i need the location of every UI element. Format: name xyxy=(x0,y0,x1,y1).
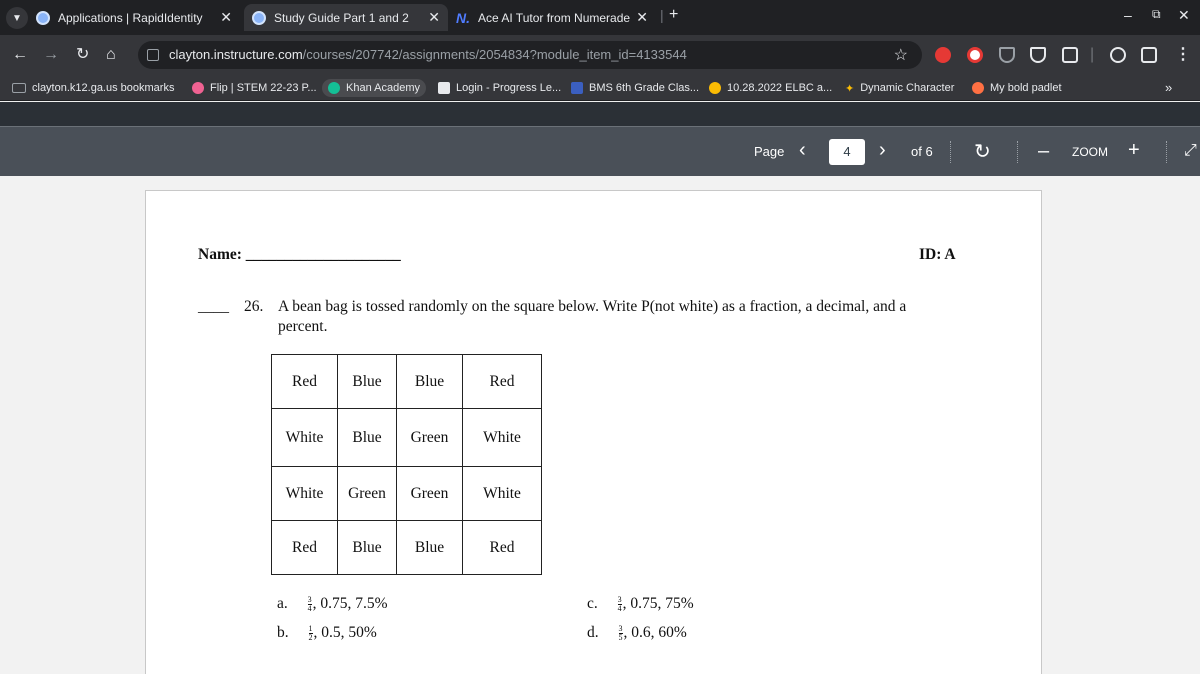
bookmark-label: BMS 6th Grade Clas... xyxy=(589,82,700,94)
bookmarks-bar xyxy=(0,75,1200,101)
extensions-puzzle-icon[interactable] xyxy=(1062,47,1078,63)
grid-cell: Red xyxy=(272,521,338,575)
bookmark-item[interactable] xyxy=(972,79,1062,97)
choice-text: , 0.5, 50% xyxy=(313,624,377,641)
grid-cell: Blue xyxy=(338,355,397,409)
bookmark-item[interactable] xyxy=(709,79,832,97)
url-path: /courses/207742/assignments/2054834?module_item_id=4133544 xyxy=(302,47,687,62)
close-tab-icon[interactable]: ✕ xyxy=(636,9,648,25)
shield-check-icon[interactable] xyxy=(1030,47,1046,63)
choice-letter: d. xyxy=(587,624,599,641)
grid-row xyxy=(272,355,542,409)
bookmark-label: Khan Academy xyxy=(346,82,420,94)
globe-icon xyxy=(36,11,50,25)
forward-icon[interactable]: → xyxy=(43,46,59,63)
grid-cell: White xyxy=(272,409,338,467)
pdf-page xyxy=(145,190,1042,674)
choice-text: , 0.6, 60% xyxy=(623,624,687,641)
bookmark-label: clayton.k12.ga.us bookmarks xyxy=(32,82,175,94)
pdf-viewer[interactable] xyxy=(0,176,1200,674)
page-label: Page xyxy=(754,144,785,159)
fraction-denominator: 4 xyxy=(307,603,312,613)
close-tab-icon[interactable]: ✕ xyxy=(220,9,232,25)
fraction-numerator: 3 xyxy=(618,623,623,633)
new-tab-icon[interactable]: + xyxy=(669,6,679,23)
question-text: A bean bag is tossed randomly on the square below. Write P(not white) as a fraction, a decimal, and a xyxy=(278,298,907,315)
toolbar-divider xyxy=(950,141,951,163)
grid-row xyxy=(272,467,542,521)
fraction-numerator: 3 xyxy=(617,594,622,604)
bookmark-item[interactable] xyxy=(571,79,699,97)
bookmark-label: 10.28.2022 ELBC a... xyxy=(727,82,833,94)
question-number: 26. xyxy=(244,298,264,315)
zoom-out-icon[interactable]: – xyxy=(1038,140,1050,162)
sparkle-icon: ✦ xyxy=(845,82,855,95)
pdf-toolbar xyxy=(0,126,1200,176)
side-panel-icon[interactable] xyxy=(1141,47,1157,63)
page-count: of 6 xyxy=(911,144,933,159)
tab-rapididentity[interactable] xyxy=(36,4,240,31)
grid-cell: Red xyxy=(272,355,338,409)
grid-cell: Red xyxy=(463,355,542,409)
tab-study-guide[interactable] xyxy=(244,4,448,31)
folder-icon xyxy=(12,83,26,93)
menu-kebab-icon[interactable]: ⋮ xyxy=(1175,46,1191,63)
close-window-icon[interactable]: ✕ xyxy=(1178,7,1190,23)
extension-icon[interactable] xyxy=(967,47,983,63)
choice-a xyxy=(277,595,388,613)
choice-letter: c. xyxy=(587,595,598,612)
bookmark-item[interactable] xyxy=(845,79,954,97)
fraction xyxy=(309,625,313,642)
grid-cell: Blue xyxy=(397,521,463,575)
khan-academy-icon xyxy=(328,82,340,94)
previous-page-icon[interactable]: ‹ xyxy=(799,139,806,161)
question-text-continued: percent. xyxy=(278,318,328,335)
page-icon xyxy=(438,82,450,94)
rotate-icon[interactable]: ↻ xyxy=(974,141,991,163)
fraction xyxy=(619,625,623,642)
choice-text: , 0.75, 7.5% xyxy=(312,595,388,612)
canvas-header-strip xyxy=(0,102,1200,126)
tab-divider: | xyxy=(660,7,664,23)
grid-cell: Blue xyxy=(338,409,397,467)
fraction-denominator: 5 xyxy=(618,632,623,642)
shield-icon[interactable] xyxy=(999,47,1015,63)
toolbar-divider: | xyxy=(1090,46,1095,63)
fullscreen-icon[interactable]: ⤢ xyxy=(1184,142,1197,159)
bookmark-item[interactable] xyxy=(192,79,317,97)
choice-letter: a. xyxy=(277,595,288,612)
choice-c xyxy=(587,595,694,613)
bookmark-star-icon[interactable]: ☆ xyxy=(893,47,908,64)
bean-bag-grid xyxy=(271,354,542,575)
bookmark-icon xyxy=(709,82,721,94)
grid-cell: Red xyxy=(463,521,542,575)
bookmark-label: My bold padlet xyxy=(990,82,1062,94)
site-info-icon[interactable] xyxy=(147,49,159,61)
fraction-denominator: 2 xyxy=(308,632,313,642)
choice-b xyxy=(277,624,377,642)
home-icon[interactable]: ⌂ xyxy=(106,46,116,63)
extension-icon[interactable] xyxy=(935,47,951,63)
tab-strip xyxy=(0,0,1200,35)
restore-icon[interactable]: ⧉ xyxy=(1152,7,1161,21)
bookmark-item[interactable] xyxy=(438,79,561,97)
answer-blank: ____ xyxy=(198,298,229,315)
grid-cell: White xyxy=(272,467,338,521)
fraction-numerator: 1 xyxy=(308,623,313,633)
globe-icon xyxy=(252,11,266,25)
grid-row xyxy=(272,409,542,467)
back-icon[interactable]: ← xyxy=(12,46,28,63)
grid-cell: White xyxy=(463,467,542,521)
classroom-icon xyxy=(571,82,583,94)
address-bar[interactable] xyxy=(138,41,922,69)
reload-icon[interactable]: ↻ xyxy=(76,46,90,63)
bookmark-folder[interactable] xyxy=(12,79,174,97)
bookmark-label: Flip | STEM 22-23 P... xyxy=(210,82,317,94)
tab-title: Study Guide Part 1 and 2 xyxy=(274,10,409,25)
bookmark-label: Dynamic Character xyxy=(860,82,955,94)
fraction xyxy=(618,596,622,613)
choice-d xyxy=(587,624,687,642)
toolbar-divider xyxy=(1017,141,1018,163)
zoom-in-icon[interactable]: + xyxy=(1128,139,1140,161)
browser-toolbar xyxy=(0,35,1200,75)
grid-cell: Blue xyxy=(338,521,397,575)
grid-cell: Green xyxy=(397,467,463,521)
fraction-numerator: 3 xyxy=(307,594,312,604)
grid-cell: Blue xyxy=(397,355,463,409)
url-text xyxy=(169,47,687,62)
bookmark-label: Login - Progress Le... xyxy=(456,82,562,94)
minimize-icon[interactable]: – xyxy=(1124,7,1132,23)
close-tab-icon[interactable]: ✕ xyxy=(428,9,440,25)
page-number-input[interactable]: 4 xyxy=(829,139,865,165)
bookmark-item[interactable] xyxy=(322,79,426,97)
zoom-label: ZOOM xyxy=(1072,145,1108,159)
choice-letter: b. xyxy=(277,624,289,641)
choice-text: , 0.75, 75% xyxy=(622,595,694,612)
id-label: ID: A xyxy=(919,246,956,263)
grid-cell: Green xyxy=(338,467,397,521)
grid-cell: White xyxy=(463,409,542,467)
fraction xyxy=(308,596,312,613)
bookmarks-overflow-button[interactable]: » xyxy=(1165,79,1173,95)
tab-search-button[interactable]: ▼ xyxy=(6,7,28,29)
flip-icon xyxy=(192,82,204,94)
profile-sync-icon[interactable] xyxy=(1110,47,1126,63)
grid-row xyxy=(272,521,542,575)
tab-numerade[interactable] xyxy=(456,4,656,31)
padlet-icon xyxy=(972,82,984,94)
tab-title: Applications | RapidIdentity xyxy=(58,10,203,25)
fraction-denominator: 4 xyxy=(617,603,622,613)
url-host: clayton.instructure.com xyxy=(169,47,303,62)
numerade-logo-icon: N. xyxy=(456,9,470,26)
grid-cell: Green xyxy=(397,409,463,467)
tab-title: Ace AI Tutor from Numerade xyxy=(478,10,631,25)
next-page-icon[interactable]: › xyxy=(879,139,886,161)
name-field-label: Name: ____________________ xyxy=(198,246,401,263)
toolbar-divider xyxy=(1166,141,1167,163)
